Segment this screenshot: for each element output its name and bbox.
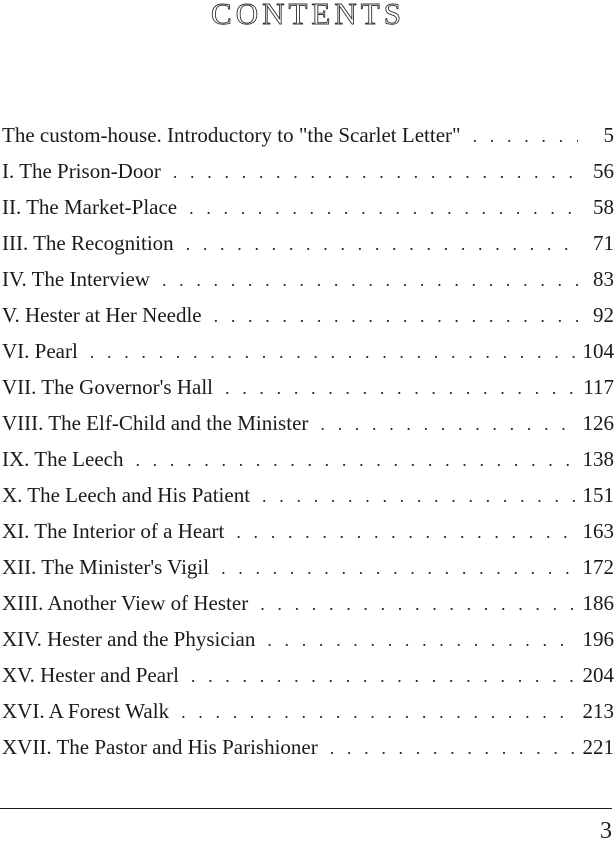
toc-entry-page: 196 [582,627,614,651]
toc-entry-page: 221 [582,735,614,759]
toc-entry[interactable] [2,189,614,225]
toc-entry-page: 151 [582,483,614,507]
toc-entry-title: XII. The Minister's Vigil [2,555,210,579]
toc-entry-page: 58 [593,195,614,219]
dot-leader [191,658,575,694]
toc-entry-title: VI. Pearl [2,339,78,363]
toc-entry[interactable] [2,693,614,729]
toc-entry-title: XV. Hester and Pearl [2,663,179,687]
toc-entry[interactable] [2,657,614,693]
toc-entry[interactable] [2,441,614,477]
toc-entry-title: I. The Prison-Door [2,159,161,183]
page-number: 3 [600,818,612,844]
toc-entry[interactable] [2,153,614,189]
toc-entry[interactable] [2,369,614,405]
toc-entry-page: 126 [582,411,614,435]
dot-leader [181,694,574,730]
dot-leader [135,442,574,478]
toc-entry[interactable] [2,477,614,513]
toc-entry-title: V. Hester at Her Needle [2,303,202,327]
dot-leader [473,118,578,154]
dot-leader [173,154,578,190]
dot-leader [162,262,578,298]
toc-entry-title: VII. The Governor's Hall [2,375,214,399]
toc-entry[interactable] [2,549,614,585]
toc-entry-title: III. The Recognition [2,231,174,255]
toc-entry-title: XVI. A Forest Walk [2,699,170,723]
dot-leader [221,550,574,586]
dot-leader [214,298,578,334]
toc-entry-page: 186 [582,591,614,615]
toc-entry[interactable] [2,225,614,261]
toc-entry[interactable] [2,585,614,621]
toc-entry-page: 163 [582,519,614,543]
dot-leader [189,190,578,226]
dot-leader [262,478,574,514]
toc-entry-title: II. The Market-Place [2,195,178,219]
toc-entry-page: 92 [593,303,614,327]
toc-entry[interactable] [2,729,614,765]
toc-entry[interactable] [2,621,614,657]
toc-entry-title: XIII. Another View of Hester [2,591,249,615]
toc-entry-page: 56 [593,159,614,183]
dot-leader [225,370,575,406]
dot-leader [267,622,574,658]
toc-entry[interactable] [2,513,614,549]
toc-entry-title: X. The Leech and His Patient [2,483,251,507]
toc-entry-page: 204 [582,663,614,687]
dot-leader [320,406,574,442]
toc-entry[interactable] [2,117,614,153]
toc-entry-page: 117 [583,375,614,399]
toc-entry-title: The custom-house. Introductory to "the Scarlet Letter" [2,123,461,147]
dot-leader [260,586,574,622]
toc-entry[interactable] [2,405,614,441]
toc-entry[interactable] [2,261,614,297]
toc-entry[interactable] [2,333,614,369]
toc-entry-page: 5 [603,123,614,147]
contents-heading: CONTENTS [211,0,405,31]
toc-entry-title: XI. The Interior of a Heart [2,519,225,543]
dot-leader [186,226,578,262]
toc-entry-page: 71 [593,231,614,255]
toc-entry-title: VIII. The Elf-Child and the Minister [2,411,309,435]
toc-entry-title: IX. The Leech [2,447,124,471]
table-of-contents [2,117,614,765]
toc-entry-title: XIV. Hester and the Physician [2,627,256,651]
dot-leader [236,514,574,550]
toc-entry-page: 172 [582,555,614,579]
toc-entry-page: 138 [582,447,614,471]
toc-entry-title: IV. The Interview [2,267,150,291]
toc-entry[interactable] [2,297,614,333]
toc-entry-page: 83 [593,267,614,291]
toc-entry-title: XVII. The Pastor and His Parishioner [2,735,318,759]
dot-leader [330,730,575,766]
dot-leader [90,334,575,370]
toc-entry-page: 104 [582,339,614,363]
toc-entry-page: 213 [582,699,614,723]
footer-rule [0,808,612,809]
